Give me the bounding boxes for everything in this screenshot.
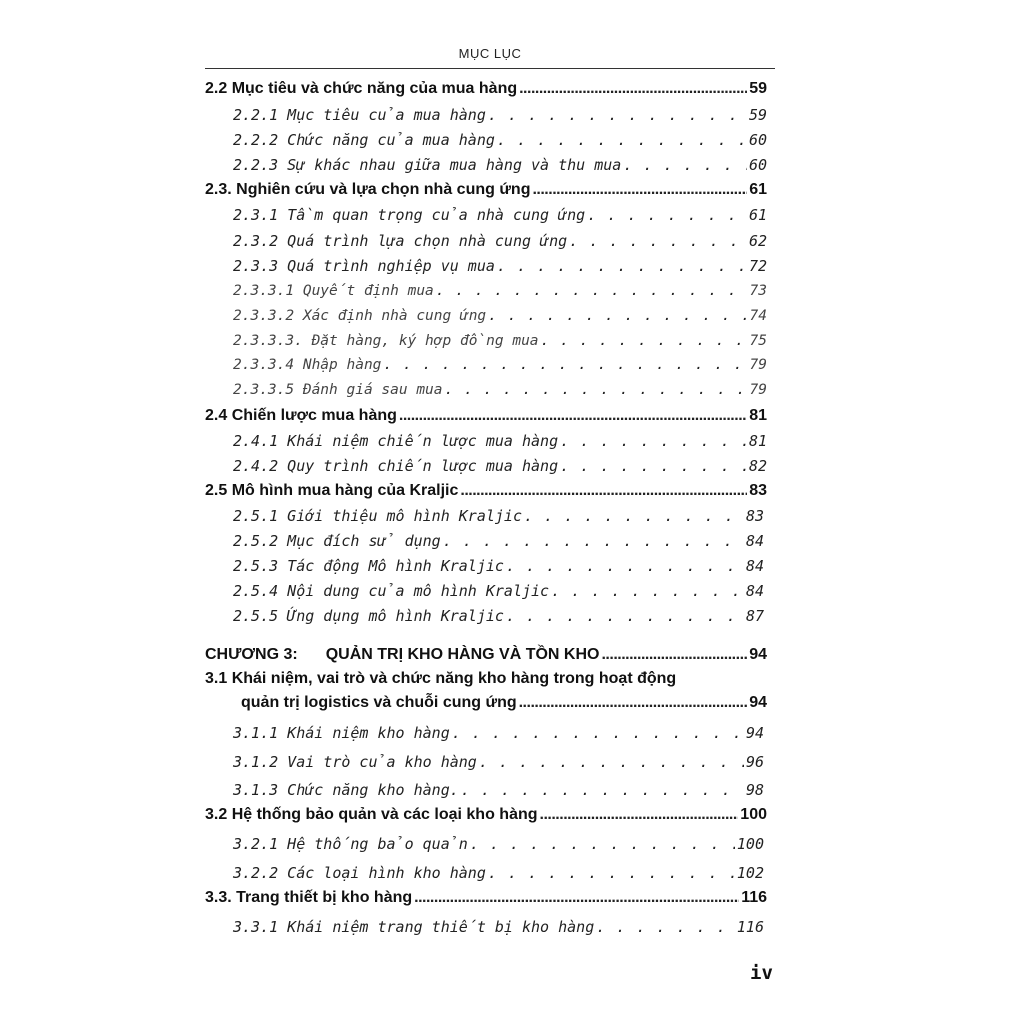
header-rule [205, 68, 775, 69]
toc-entry-page: 87 [745, 607, 764, 625]
toc-leader [461, 781, 744, 799]
toc-entry-2-5-3[interactable] [233, 557, 764, 575]
toc-leader [414, 889, 739, 907]
toc-leader [436, 283, 748, 299]
toc-entry-3-1-1[interactable] [233, 724, 764, 742]
toc-entry-2-3-3[interactable] [233, 257, 767, 275]
toc-entry-page: 100 [736, 835, 764, 853]
toc-entry-2-5-4[interactable] [233, 582, 764, 600]
toc-entry-2-3-1[interactable] [233, 206, 767, 224]
toc-entry-page: 94 [745, 724, 764, 742]
toc-entry-2-3-3-3[interactable] [233, 333, 767, 349]
toc-entry-2-5[interactable] [205, 482, 767, 500]
toc-entry-title: 2.3.3.3. Đặt hàng, ký hợp đồng mua [233, 333, 539, 349]
toc-entry-page: 72 [748, 257, 767, 275]
toc-entry-title: 3.2.1 Hệ thống bảo quản [233, 835, 468, 853]
toc-entry-title: 3.3. Trang thiết bị kho hàng [205, 889, 413, 906]
toc-entry-title: 2.3.3.2 Xác định nhà cung ứng [233, 308, 487, 324]
toc-entry-2-2-3[interactable] [233, 156, 767, 174]
chapter-title: QUẢN TRỊ KHO HÀNG VÀ TỒN KHO [325, 646, 600, 663]
toc-leader [623, 156, 747, 174]
toc-entry-2-3-3-2[interactable] [233, 308, 767, 324]
toc-entry-2-5-1[interactable] [233, 507, 764, 525]
toc-entry-page: 79 [749, 357, 767, 373]
toc-entry-page: 84 [745, 532, 764, 550]
page-number: iv [750, 962, 773, 984]
toc-entry-page: 82 [748, 457, 767, 475]
toc-leader [488, 308, 747, 324]
toc-entry-3-1-line1[interactable]: 3.1 Khái niệm, vai trò và chức năng kho hàng trong hoạt động [205, 670, 677, 687]
toc-leader [460, 482, 747, 500]
toc-entry-2-2-2[interactable] [233, 131, 767, 149]
toc-entry-page: 61 [749, 181, 767, 198]
toc-leader [601, 646, 747, 664]
toc-leader [497, 131, 747, 149]
toc-leader [540, 806, 739, 824]
toc-entry-title: quản trị logistics và chuỗi cung ứng [241, 694, 517, 711]
toc-leader [519, 80, 747, 98]
toc-entry-page: 73 [749, 283, 767, 299]
toc-entry-3-3-1[interactable] [233, 918, 764, 936]
toc-entry-2-4-1[interactable] [233, 432, 767, 450]
toc-entry-title: 2.3.1 Tầm quan trọng của nhà cung ứng [233, 206, 586, 224]
toc-entry-title: 3.1.3 Chức năng kho hàng. [233, 781, 459, 799]
toc-entry-page: 94 [749, 646, 767, 663]
toc-entry-title: 3.3.1 Khái niệm trang thiết bị kho hàng [233, 918, 595, 936]
toc-entry-title: 3.1.1 Khái niệm kho hàng [233, 724, 450, 742]
toc-entry-title: 2.5.5 Ứng dụng mô hình Kraljic [233, 607, 504, 625]
toc-entry-title: 2.3.3.5 Đánh giá sau mua [233, 382, 443, 398]
toc-entry-2-4-2[interactable] [233, 457, 767, 475]
toc-entry-page: 60 [748, 156, 767, 174]
toc-entry-page: 116 [741, 889, 767, 906]
toc-entry-title: 2.2.1 Mục tiêu của mua hàng [233, 106, 486, 124]
toc-entry-title: 2.3.3.4 Nhập hàng [233, 357, 382, 373]
toc-entry-2-4[interactable] [205, 407, 767, 425]
toc-entry-3-3[interactable] [205, 889, 767, 907]
toc-entry-3-1-3[interactable] [233, 781, 764, 799]
toc-entry-2-3[interactable] [205, 181, 767, 199]
toc-entry-2-2[interactable] [205, 80, 767, 98]
toc-leader [551, 582, 744, 600]
toc-entry-2-5-2[interactable] [233, 532, 764, 550]
toc-entry-3-2-2[interactable] [233, 864, 764, 882]
toc-leader [497, 257, 747, 275]
toc-leader [443, 532, 744, 550]
toc-entry-3-2[interactable] [205, 806, 767, 824]
toc-entry-title: 2.5.3 Tác động Mô hình Kraljic [233, 557, 504, 575]
toc-leader [445, 382, 748, 398]
toc-entry-title: 3.1.2 Vai trò của kho hàng [233, 753, 477, 771]
toc-entry-title: 2.3. Nghiên cứu và lựa chọn nhà cung ứng [205, 181, 531, 198]
toc-entry-title: 2.3.2 Quá trình lựa chọn nhà cung ứng [233, 232, 568, 250]
toc-entry-title: 2.5 Mô hình mua hàng của Kraljic [205, 482, 459, 499]
toc-entry-title: 2.2.3 Sự khác nhau giữa mua hàng và thu mua [233, 156, 622, 174]
toc-entry-page: 59 [749, 80, 767, 97]
toc-entry-page: 96 [745, 753, 764, 771]
toc-leader [596, 918, 735, 936]
toc-entry-2-3-3-4[interactable] [233, 357, 767, 373]
toc-entry-title: 2.3.3 Quá trình nghiệp vụ mua [233, 257, 495, 275]
chapter-label: CHƯƠNG 3: [205, 646, 298, 663]
toc-entry-title: 2.2.2 Chức năng của mua hàng [233, 131, 495, 149]
toc-leader [479, 753, 744, 771]
toc-entry-page: 60 [748, 131, 767, 149]
toc-leader [452, 724, 744, 742]
toc-entry-title: 2.4.2 Quy trình chiến lược mua hàng [233, 457, 559, 475]
toc-leader [399, 407, 747, 425]
toc-leader [488, 864, 735, 882]
toc-entry-page: 62 [748, 232, 767, 250]
toc-leader [569, 232, 747, 250]
toc-leader [524, 507, 744, 525]
toc-entry-page: 75 [749, 333, 767, 349]
toc-entry-title: 2.2 Mục tiêu và chức năng của mua hàng [205, 80, 518, 97]
toc-entry-page: 84 [745, 582, 764, 600]
toc-leader [560, 432, 747, 450]
toc-entry-page: 74 [749, 308, 767, 324]
toc-entry-2-3-3-1[interactable] [233, 283, 767, 299]
toc-leader [506, 557, 744, 575]
toc-leader [560, 457, 747, 475]
toc-entry-title: 2.5.2 Mục đích sử dụng [233, 532, 441, 550]
toc-leader [532, 181, 747, 199]
toc-entry-page: 81 [749, 407, 767, 424]
toc-entry-page: 100 [740, 806, 767, 823]
toc-entry-2-3-2[interactable] [233, 232, 767, 250]
toc-entry-title: 3.2 Hệ thống bảo quản và các loại kho hàng [205, 806, 538, 823]
toc-entry-page: 59 [748, 106, 767, 124]
toc-entry-page: 83 [749, 482, 767, 499]
toc-leader [506, 607, 744, 625]
toc-entry-title: 2.5.1 Giới thiệu mô hình Kraljic [233, 507, 522, 525]
toc-entry-3-2-1[interactable] [233, 835, 764, 853]
toc-entry-2-2-1[interactable] [233, 106, 767, 124]
toc-entry-page: 98 [745, 781, 764, 799]
toc-entry-page: 81 [748, 432, 767, 450]
toc-entry-title: 2.3.3.1 Quyết định mua [233, 283, 434, 299]
toc-entry-page: 102 [736, 864, 764, 882]
toc-entry-title: 2.4.1 Khái niệm chiến lược mua hàng [233, 432, 559, 450]
toc-leader [488, 106, 747, 124]
toc-leader [587, 206, 747, 224]
toc-chapter-3[interactable] [205, 646, 767, 664]
toc-entry-page: 61 [748, 206, 767, 224]
toc-entry-page: 84 [745, 557, 764, 575]
toc-entry-3-1[interactable] [241, 694, 767, 712]
toc-entry-title: 2.5.4 Nội dung của mô hình Kraljic [233, 582, 550, 600]
toc-leader [470, 835, 735, 853]
toc-entry-page: 116 [736, 918, 764, 936]
toc-leader [541, 333, 748, 349]
toc-entry-page: 94 [749, 694, 767, 711]
toc-entry-title: 3.2.2 Các loại hình kho hàng [233, 864, 486, 882]
toc-leader [519, 694, 748, 712]
page-header: MỤC LỤC [458, 46, 522, 61]
toc-entry-title: 2.4 Chiến lược mua hàng [205, 407, 397, 424]
toc-leader [383, 357, 747, 373]
toc-entry-page: 83 [745, 507, 764, 525]
toc-entry-3-1-2[interactable] [233, 753, 764, 771]
toc-entry-page: 79 [749, 382, 767, 398]
toc-entry-2-5-5[interactable] [233, 607, 764, 625]
toc-entry-2-3-3-5[interactable] [233, 382, 767, 398]
